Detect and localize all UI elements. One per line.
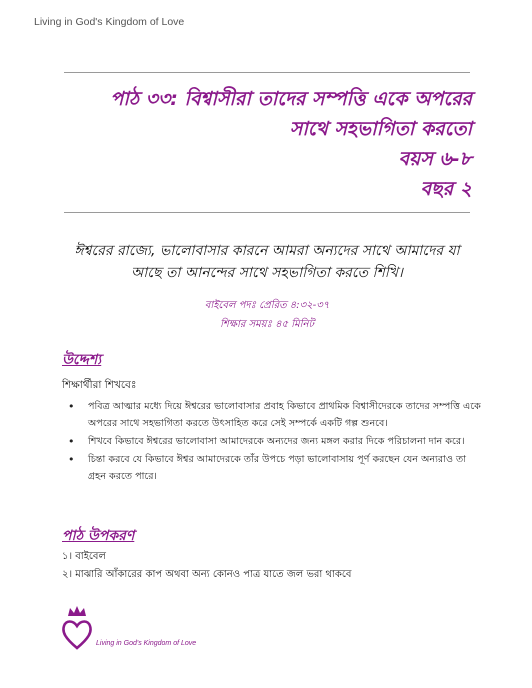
materials-heading: পাঠ উপকরণ [62,528,135,544]
page-header: Living in God's Kingdom of Love [34,16,185,28]
objectives-lead: শিক্ষার্থীরা শিখবেঃ [62,379,137,391]
lesson-title-block [52,84,472,204]
crown-heart-logo-icon [60,604,94,652]
lesson-duration: শিক্ষার সময়ঃ ৪৫ মিনিট [220,319,314,330]
objective-text: শিখবে কিভাবে ঈশ্বরের ভালোবাসা আমাদেরকে অন্যদের জন্য মঙ্গল করার দিকে পরিচালনা দান করে। [88,436,465,447]
list-item: ২। মাঝারি আঁকারের কাপ অথবা অন্য কোনও পাত্র যাতে জল ভরা থাকবে [62,569,352,580]
objective-text: চিন্তা করবে যে কিভাবে ঈশ্বর আমাদেরকে তাঁর উপচে পড়া ভালোবাসায় পূর্ণ করছেন যেন অন্যরাও তা গ্রহন করতে পারে। [88,454,467,482]
list-item [62,433,482,450]
list-item: ১। বাইবেল [62,551,106,562]
lesson-title-line-1: পাঠ ৩৩: বিশ্বাসীরা তাদের সম্পত্তি একে অপরের [110,88,472,110]
bottom-divider [64,212,470,213]
bible-reference: বাইবেল পদঃ প্রেরিত ৪:৩২-৩৭ [204,300,330,311]
list-item [62,451,482,485]
age-range: বয়স ৬-৮ [398,148,472,170]
bullet-icon: • [68,453,75,466]
page-footer: Living in God's Kingdom of Love [96,640,197,647]
lesson-title-line-2: সাথে সহভাগিতা করতো [289,118,472,140]
materials-list [62,548,482,584]
lesson-intro: ঈশ্বরের রাজ্যে, ভালোবাসার কারনে আমরা অন্যদের সাথে আমাদের যা আছে তা আনন্দের সাথে সহভাগিতা করতে শিখি। [74,243,460,281]
objectives-list [62,398,482,486]
objectives-heading: উদ্দেশ্য [62,352,102,368]
top-divider [64,72,470,73]
year-label: বছর ২ [420,178,472,200]
bullet-icon: • [68,400,75,413]
lesson-meta [64,296,470,334]
list-item [62,398,482,432]
bullet-icon: • [68,435,75,448]
objective-text: পবিত্র আত্মার মধ্যে দিয়ে ঈশ্বরের ভালোবাসার প্রবাহ কিভাবে প্রাথমিক বিশ্বাসীদেরকে তাদের সম্পত্তি একে অপরের সাথে সহভাগিতা করতে উৎসাহিত করে সেই সম্পর্কে একটি গল্প শুনবে। [88,401,481,429]
